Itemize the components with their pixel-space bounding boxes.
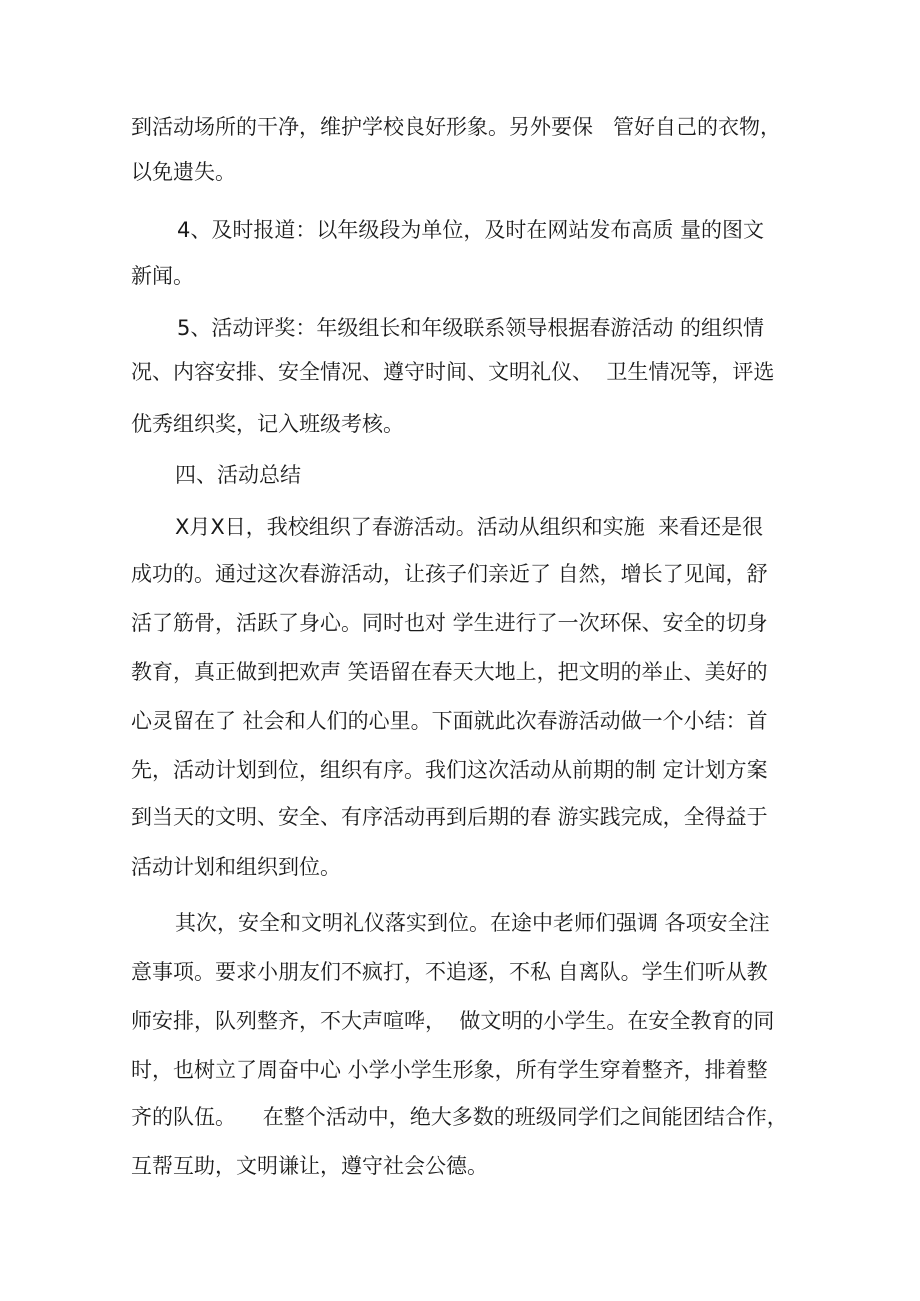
text-line: 其次，安全和文明礼仪落实到位。在途中老师们强调 各项安全注 [175,911,770,935]
text-line: X月X日，我校组织了春游活动。活动从组织和实施 来看还是很 [175,515,764,539]
text-line: 成功的。通过这次春游活动，让孩子们亲近了 自然，增长了见闻，舒 [131,562,768,586]
text-line: 教育，真正做到把欢声 笑语留在春天大地上，把文明的举止、美好的 [131,660,768,684]
text-line: 到当天的文明、安全、有序活动再到后期的春 游实践完成，全得益于 [131,805,768,829]
text-line: 5、活动评奖：年级组长和年级联系领导根据春游活动 的组织情 [177,316,765,340]
text-line: 活动计划和组织到位。 [131,855,341,879]
text-line: 意事项。要求小朋友们不疯打，不追逐，不私 自离队。学生们听从教 [131,960,768,984]
text-line: 互帮互助，文明谦让，遵守社会公德。 [131,1154,488,1178]
text-line: 况、内容安排、安全情况、遵守时间、文明礼仪、 卫生情况等，评选 [131,360,775,384]
text-line: 优秀组织奖，记入班级考核。 [131,412,404,436]
text-line: 到活动场所的干净，维护学校良好形象。另外要保 管好自己的衣物， [131,115,782,139]
text-line: 先，活动计划到位，组织有序。我们这次活动从前期的制 定计划方案 [131,758,768,782]
section-heading: 四、活动总结 [175,463,301,487]
text-line: 新闻。 [131,264,194,288]
text-line: 活了筋骨，活跃了身心。同时也对 学生进行了一次环保、安全的切身 [131,611,768,635]
text-line: 时，也树立了周奋中心 小学小学生形象，所有学生穿着整齐，排着整 [131,1058,768,1082]
text-line: 师安排，队列整齐，不大声喧哗， 做文明的小学生。在安全教育的同 [131,1009,775,1033]
text-line: 齐的队伍。 在整个活动中，绝大多数的班级同学们之间能团结合作， [131,1105,788,1129]
text-line: 4、及时报道：以年级段为单位，及时在网站发布高质 量的图文 [177,218,765,242]
text-line: 心灵留在了 社会和人们的心里。下面就此次春游活动做一个小结：首 [131,709,768,733]
text-line: 以免遗失。 [131,160,236,184]
